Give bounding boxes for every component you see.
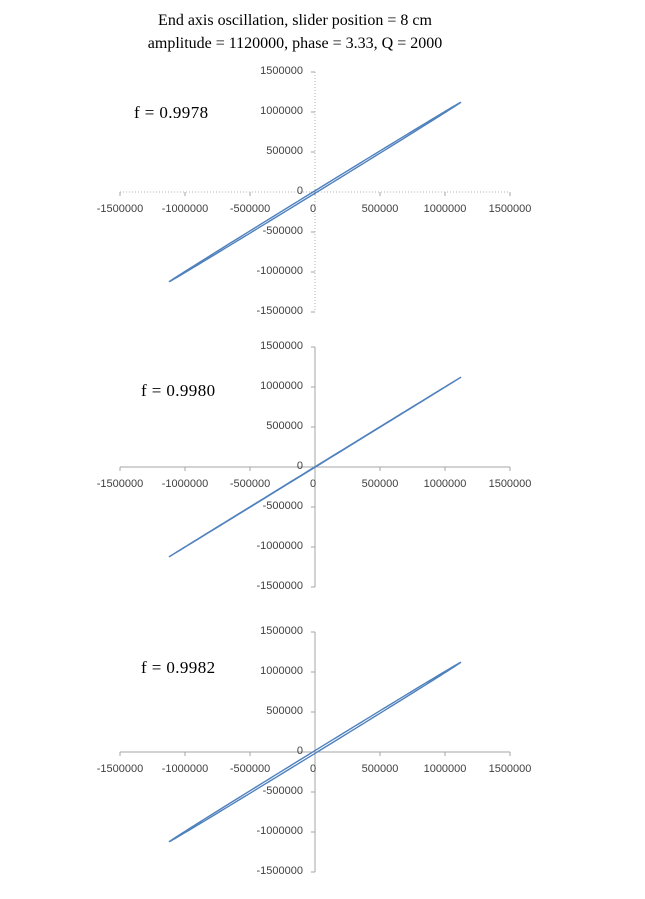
x-tick-label: 1500000: [488, 478, 532, 490]
y-tick-label: 1000000: [260, 105, 303, 117]
x-tick-label: 0: [309, 478, 317, 490]
y-tick-label: 500000: [266, 705, 303, 717]
y-tick-label: -1500000: [256, 580, 303, 592]
y-tick-label: -500000: [262, 500, 303, 512]
y-tick-label: 1500000: [260, 625, 303, 637]
y-tick-label: -500000: [262, 785, 303, 797]
y-tick-label: 1500000: [260, 340, 303, 352]
y-tick-label: -1000000: [256, 540, 303, 552]
x-tick-label: 1000000: [423, 478, 467, 490]
x-tick-label: 500000: [361, 478, 399, 490]
x-tick-label: 0: [309, 203, 317, 215]
frequency-label: f = 0.9980: [141, 381, 216, 400]
y-tick-label: 500000: [266, 420, 303, 432]
y-tick-label: 1000000: [260, 380, 303, 392]
x-tick-label: -1500000: [96, 478, 144, 490]
x-tick-label: 1000000: [423, 763, 467, 775]
x-tick-label: 0: [309, 763, 317, 775]
title-line-2: amplitude = 1120000, phase = 3.33, Q = 2000: [147, 35, 443, 52]
title-line-1: End axis oscillation, slider position = 8 cm: [158, 12, 432, 29]
y-tick-label: 0: [296, 460, 303, 472]
x-tick-label: -500000: [229, 763, 271, 775]
x-tick-label: -1000000: [161, 763, 209, 775]
x-tick-label: -1500000: [96, 763, 144, 775]
x-tick-label: -500000: [229, 478, 271, 490]
x-tick-label: 1500000: [488, 203, 532, 215]
frequency-label: f = 0.9982: [141, 658, 216, 677]
y-tick-label: 1000000: [260, 665, 303, 677]
x-tick-label: 500000: [361, 203, 399, 215]
x-tick-label: -1500000: [96, 203, 144, 215]
y-tick-label: -1500000: [256, 305, 303, 317]
y-tick-label: -1000000: [256, 825, 303, 837]
x-tick-label: 500000: [361, 763, 399, 775]
x-tick-label: 1000000: [423, 203, 467, 215]
y-tick-label: -1000000: [256, 265, 303, 277]
y-tick-label: 0: [296, 185, 303, 197]
x-tick-label: 1500000: [488, 763, 532, 775]
x-tick-label: -1000000: [161, 478, 209, 490]
x-tick-label: -1000000: [161, 203, 209, 215]
y-tick-label: 0: [296, 745, 303, 757]
x-tick-label: -500000: [229, 203, 271, 215]
y-tick-label: 1500000: [260, 65, 303, 77]
frequency-label: f = 0.9978: [134, 103, 209, 122]
y-tick-label: 500000: [266, 145, 303, 157]
y-tick-label: -500000: [262, 225, 303, 237]
y-tick-label: -1500000: [256, 865, 303, 877]
